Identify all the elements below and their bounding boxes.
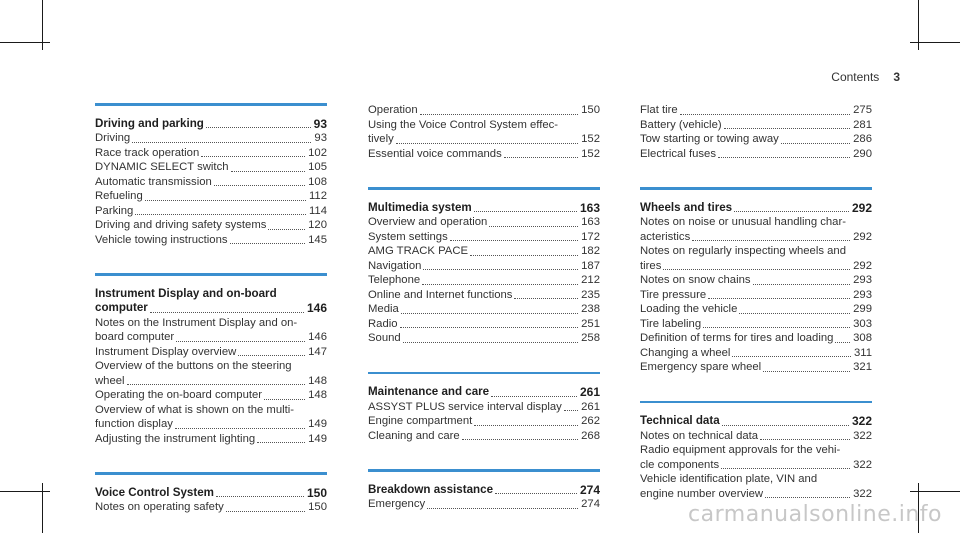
toc-entry-title: tively (368, 133, 394, 145)
dot-leader (401, 313, 578, 314)
watermark: carmanualsonline.info (688, 502, 942, 527)
toc-entry[interactable] (95, 160, 327, 175)
toc-section (368, 469, 600, 512)
page-number: 3 (893, 70, 900, 84)
dot-leader (663, 269, 850, 270)
toc-entry-page: 321 (853, 361, 872, 373)
toc-entry-page: 187 (581, 259, 600, 272)
toc-entry[interactable] (95, 500, 327, 515)
toc-entry-page: 311 (853, 346, 872, 359)
toc-entry-title: Refueling (95, 190, 143, 202)
dot-leader (760, 439, 850, 440)
toc-entry[interactable] (640, 429, 872, 444)
toc-section-heading[interactable] (95, 486, 327, 501)
toc-entry-page: 268 (581, 429, 600, 442)
toc-entry[interactable] (368, 497, 600, 512)
toc-entry-page: 281 (853, 118, 872, 131)
dot-leader (470, 255, 578, 256)
toc-entry[interactable] (95, 374, 327, 389)
toc-entry-title: tires (640, 259, 662, 272)
toc-section-heading[interactable] (95, 301, 327, 316)
toc-entry-title: Electrical fuses (640, 147, 716, 160)
dot-leader (400, 327, 579, 328)
toc-entry[interactable] (368, 230, 600, 245)
dot-leader (765, 497, 850, 498)
toc-entry-page: 262 (581, 415, 600, 427)
toc-entry-line: Overview of what is shown on the multi- (95, 403, 295, 416)
toc-entry-title: Online and Internet functions (368, 288, 513, 301)
toc-entry-title: Sound (368, 332, 401, 344)
toc-entry-title: Radio (368, 317, 398, 330)
dot-leader (753, 284, 851, 285)
toc-entry[interactable] (368, 259, 600, 274)
section-rule (95, 103, 327, 106)
toc-entry-page: 290 (853, 147, 872, 160)
section-rule (368, 187, 600, 190)
toc-entry-page: 274 (581, 498, 600, 510)
dot-leader (226, 511, 305, 512)
dot-leader (474, 425, 578, 426)
toc-entry-page: 145 (308, 233, 327, 246)
toc-entry[interactable] (640, 458, 872, 473)
toc-entry-title: Driving and driving safety systems (95, 219, 267, 231)
toc-entry-line: Radio equipment approvals for the vehi- (640, 444, 841, 456)
dot-leader (732, 356, 851, 357)
toc-entry-page: 293 (853, 274, 872, 286)
toc-heading-page: 150 (306, 485, 327, 500)
toc-entry-line: Notes on noise or unusual handling char- (640, 216, 846, 228)
toc-entry-page: 146 (308, 331, 327, 343)
toc-entry[interactable] (640, 331, 872, 346)
dot-leader (238, 355, 305, 356)
toc-entry[interactable] (95, 345, 327, 360)
toc-column-1 (95, 103, 327, 541)
toc-entry-page: 293 (853, 288, 872, 301)
dot-leader (127, 384, 306, 385)
toc-heading-page: 93 (313, 116, 327, 131)
toc-entry-title: cle components (640, 458, 720, 471)
toc-entry[interactable] (640, 259, 872, 274)
toc-section-heading[interactable] (95, 117, 327, 132)
toc-heading-line: Instrument Display and on-board (95, 286, 277, 300)
toc-entry-page: 150 (581, 104, 600, 116)
toc-entry[interactable] (640, 317, 872, 332)
dot-leader (721, 468, 850, 469)
dot-leader (724, 128, 851, 129)
toc-entry-line: Vehicle identification plate, VIN and (640, 473, 818, 485)
toc-entry[interactable] (368, 414, 600, 429)
toc-entry[interactable] (640, 346, 872, 361)
toc-entry-page: 105 (308, 161, 327, 173)
dot-leader (403, 342, 578, 343)
toc-entry-page: 322 (853, 458, 872, 471)
toc-heading-page: 292 (851, 200, 872, 215)
dot-leader (680, 114, 850, 115)
dot-leader (216, 496, 304, 497)
dot-leader (201, 156, 305, 157)
toc-entry-title: Notes on operating safety (95, 501, 224, 513)
crop-mark (0, 42, 50, 43)
toc-heading-page: 261 (579, 385, 600, 399)
dot-leader (230, 243, 306, 244)
toc-entry-page: 261 (581, 400, 600, 413)
toc-entry-page: 150 (308, 501, 327, 513)
toc-heading-title: computer (95, 301, 148, 314)
toc-entry-title: Media (368, 303, 399, 315)
toc-entry-title: Vehicle towing instructions (95, 233, 228, 246)
toc-entry-page: 102 (308, 146, 327, 159)
toc-entry-page: 172 (581, 230, 600, 243)
toc-entry-page: 251 (581, 317, 600, 330)
toc-entry-title: Operation (368, 104, 418, 116)
toc-column-2 (368, 103, 600, 538)
toc-entry[interactable] (368, 302, 600, 317)
toc-entry-page: 114 (308, 204, 327, 217)
toc-entry-title: Adjusting the instrument lighting (95, 432, 256, 445)
toc-entry-title: Automatic transmission (95, 175, 212, 188)
dot-leader (175, 428, 305, 429)
toc-entry-page: 258 (581, 332, 600, 344)
toc-entry[interactable] (368, 429, 600, 444)
crop-mark (0, 491, 50, 492)
toc-entry-line: Notes on regularly inspecting wheels and (640, 245, 846, 257)
dot-leader (739, 313, 850, 314)
toc-entry[interactable] (95, 189, 327, 204)
toc-entry-title: Battery (vehicle) (640, 118, 722, 131)
toc-heading-page: 163 (579, 200, 600, 215)
toc-entry-page: 303 (853, 317, 872, 330)
dot-leader (214, 185, 305, 186)
toc-entry-page: 148 (308, 389, 327, 401)
toc-entry-title: Essential voice commands (368, 147, 502, 160)
section-rule (640, 187, 872, 190)
toc-entry-title: Operating the on-board computer (95, 389, 263, 401)
toc-entry-title: wheel (95, 374, 125, 387)
toc-section (368, 372, 600, 444)
dot-leader (495, 493, 577, 494)
toc-entry[interactable] (368, 273, 600, 288)
toc-entry[interactable] (95, 233, 327, 248)
toc-section (368, 187, 600, 346)
toc-entry[interactable] (640, 118, 872, 133)
toc-heading-page: 322 (851, 414, 872, 428)
section-rule (368, 469, 600, 472)
toc-entry-page: 108 (308, 175, 327, 188)
toc-entry-title: Instrument Display overview (95, 345, 237, 358)
toc-entry-title: System settings (368, 230, 448, 243)
crop-mark (910, 42, 960, 43)
toc-entry-page: 235 (581, 288, 600, 301)
page-header (831, 70, 900, 84)
toc-entry-title: AMG TRACK PACE (368, 245, 469, 257)
dot-leader (564, 410, 578, 411)
toc-entry[interactable] (640, 103, 872, 118)
toc-entry[interactable] (640, 360, 872, 375)
toc-entry-title: acteristics (640, 230, 691, 243)
toc-section-heading[interactable] (640, 414, 872, 429)
dot-leader (206, 127, 311, 128)
toc-entry-page: 152 (581, 133, 600, 145)
toc-entry-page: 120 (308, 219, 327, 231)
dot-leader (420, 114, 579, 115)
toc-entry-page: 322 (853, 429, 872, 442)
toc-entry-page: 308 (853, 332, 872, 344)
toc-entry-page: 292 (853, 230, 872, 243)
dot-leader (514, 298, 578, 299)
toc-entry[interactable] (95, 330, 327, 345)
toc-entry[interactable] (95, 218, 327, 233)
toc-entry-title: Tire pressure (640, 288, 707, 301)
dot-leader (763, 371, 850, 372)
toc-entry-page: 286 (853, 133, 872, 145)
toc-entry-title: Tow starting or towing away (640, 133, 779, 145)
toc-entry-title: Cleaning and care (368, 429, 460, 442)
toc-entry[interactable] (640, 147, 872, 162)
toc-entry[interactable] (640, 487, 872, 502)
dot-leader (781, 143, 850, 144)
dot-leader (504, 157, 578, 158)
toc-entry[interactable] (368, 215, 600, 230)
toc-entry-title: Changing a wheel (640, 346, 731, 359)
toc-entry-title: Race track operation (95, 146, 200, 159)
toc-section-heading[interactable] (368, 483, 600, 498)
dot-leader (176, 341, 305, 342)
dot-leader (835, 342, 850, 343)
toc-entry-title: Emergency (368, 498, 426, 510)
toc-entry-page: 148 (308, 374, 327, 387)
toc-entry-title: Flat tire (640, 104, 678, 116)
dot-leader (145, 200, 306, 201)
section-rule (640, 401, 872, 404)
toc-entry-title: board computer (95, 331, 175, 343)
toc-entry[interactable] (368, 331, 600, 346)
toc-entry-page: 149 (308, 432, 327, 445)
toc-entry[interactable] (368, 103, 600, 118)
toc-entry-title: Notes on technical data (640, 429, 759, 442)
toc-entry[interactable] (95, 388, 327, 403)
toc-entry[interactable] (368, 317, 600, 332)
dot-leader (708, 298, 850, 299)
toc-section (95, 472, 327, 515)
toc-heading-title: Multimedia system (368, 200, 472, 214)
toc-entry-page: 322 (853, 487, 872, 500)
page-title: Contents (831, 70, 880, 84)
section-rule (368, 372, 600, 375)
toc-entry[interactable] (640, 230, 872, 245)
toc-entry-line: Using the Voice Control System effec- (368, 118, 559, 131)
dot-leader (422, 284, 578, 285)
toc-entry[interactable] (640, 302, 872, 317)
toc-entry[interactable] (640, 273, 872, 288)
dot-leader (489, 226, 578, 227)
dot-leader (427, 508, 578, 509)
toc-entry[interactable] (368, 132, 600, 147)
toc-entry-page: 238 (581, 303, 600, 315)
dot-leader (257, 442, 305, 443)
toc-entry-page: 182 (581, 245, 600, 257)
section-rule (95, 273, 327, 276)
toc-entry[interactable] (95, 175, 327, 190)
toc-entry-title: Definition of terms for tires and loading (640, 332, 834, 344)
toc-entry[interactable] (640, 132, 872, 147)
toc-section (368, 103, 600, 161)
toc-entry-page: 212 (581, 274, 600, 286)
dot-leader (450, 240, 578, 241)
dot-leader (703, 327, 850, 328)
toc-heading-title: Voice Control System (95, 485, 214, 499)
toc-entry-title: Navigation (368, 259, 422, 272)
toc-heading-title: Technical data (640, 414, 720, 427)
toc-entry-line: Overview of the buttons on the steering (95, 360, 292, 372)
toc-entry[interactable] (640, 288, 872, 303)
toc-section (95, 273, 327, 446)
dot-leader (692, 240, 850, 241)
crop-mark (910, 491, 960, 492)
dot-leader (474, 211, 577, 212)
toc-heading-page: 146 (306, 301, 327, 315)
toc-entry-title: ASSYST PLUS service interval display (368, 400, 562, 413)
toc-entry-page: 292 (853, 259, 872, 272)
toc-entry-title: Telephone (368, 274, 421, 286)
toc-column-3 (640, 103, 872, 527)
toc-entry-title: function display (95, 418, 173, 430)
toc-entry[interactable] (95, 432, 327, 447)
toc-section (640, 401, 872, 502)
toc-heading-title: Breakdown assistance (368, 482, 494, 496)
toc-section-heading[interactable] (368, 385, 600, 400)
dot-leader (264, 399, 305, 400)
dot-leader (722, 425, 849, 426)
toc-section (95, 103, 327, 247)
toc-entry-title: Driving (95, 132, 131, 144)
toc-entry[interactable] (95, 417, 327, 432)
toc-entry-page: 152 (581, 147, 600, 160)
dot-leader (150, 312, 304, 313)
toc-entry-line: Notes on the Instrument Display and on- (95, 316, 298, 329)
toc-entry-page: 93 (314, 132, 327, 144)
toc-entry-page: 112 (308, 190, 327, 202)
toc-entry-page: 163 (581, 216, 600, 228)
dot-leader (491, 396, 577, 397)
dot-leader (734, 211, 849, 212)
toc-heading-title: Maintenance and care (368, 385, 490, 398)
toc-entry-title: Overview and operation (368, 216, 488, 228)
toc-entry-title: engine number overview (640, 487, 764, 500)
toc-entry[interactable] (368, 288, 600, 303)
toc-entry-title: Notes on snow chains (640, 274, 751, 286)
toc-entry-page: 147 (308, 345, 327, 358)
section-rule (95, 472, 327, 475)
toc-heading-page: 274 (579, 482, 600, 497)
toc-entry[interactable] (95, 204, 327, 219)
toc-section-heading[interactable] (368, 201, 600, 216)
dot-leader (135, 214, 306, 215)
toc-entry-page: 275 (853, 104, 872, 116)
toc-entry[interactable] (95, 146, 327, 161)
toc-section-heading[interactable] (640, 201, 872, 216)
toc-heading-title: Driving and parking (95, 116, 204, 130)
dot-leader (231, 171, 306, 172)
dot-leader (718, 157, 850, 158)
toc-entry[interactable] (368, 147, 600, 162)
toc-entry-title: Loading the vehicle (640, 303, 738, 315)
toc-heading-title: Wheels and tires (640, 200, 733, 214)
toc-entry-title: Emergency spare wheel (640, 361, 762, 373)
toc-entry-title: Tire labeling (640, 317, 702, 330)
toc-entry-title: Parking (95, 204, 134, 217)
toc-section (640, 187, 872, 375)
toc-entry[interactable] (368, 400, 600, 415)
toc-entry-title: DYNAMIC SELECT switch (95, 161, 229, 173)
toc-entry-title: Engine compartment (368, 415, 473, 427)
dot-leader (268, 229, 305, 230)
toc-section (640, 103, 872, 161)
toc-entry-page: 149 (308, 418, 327, 430)
toc-entry[interactable] (368, 244, 600, 259)
dot-leader (423, 269, 578, 270)
dot-leader (396, 143, 578, 144)
toc-entry-page: 299 (853, 303, 872, 315)
dot-leader (132, 142, 311, 143)
dot-leader (462, 439, 578, 440)
toc-entry[interactable] (95, 131, 327, 146)
